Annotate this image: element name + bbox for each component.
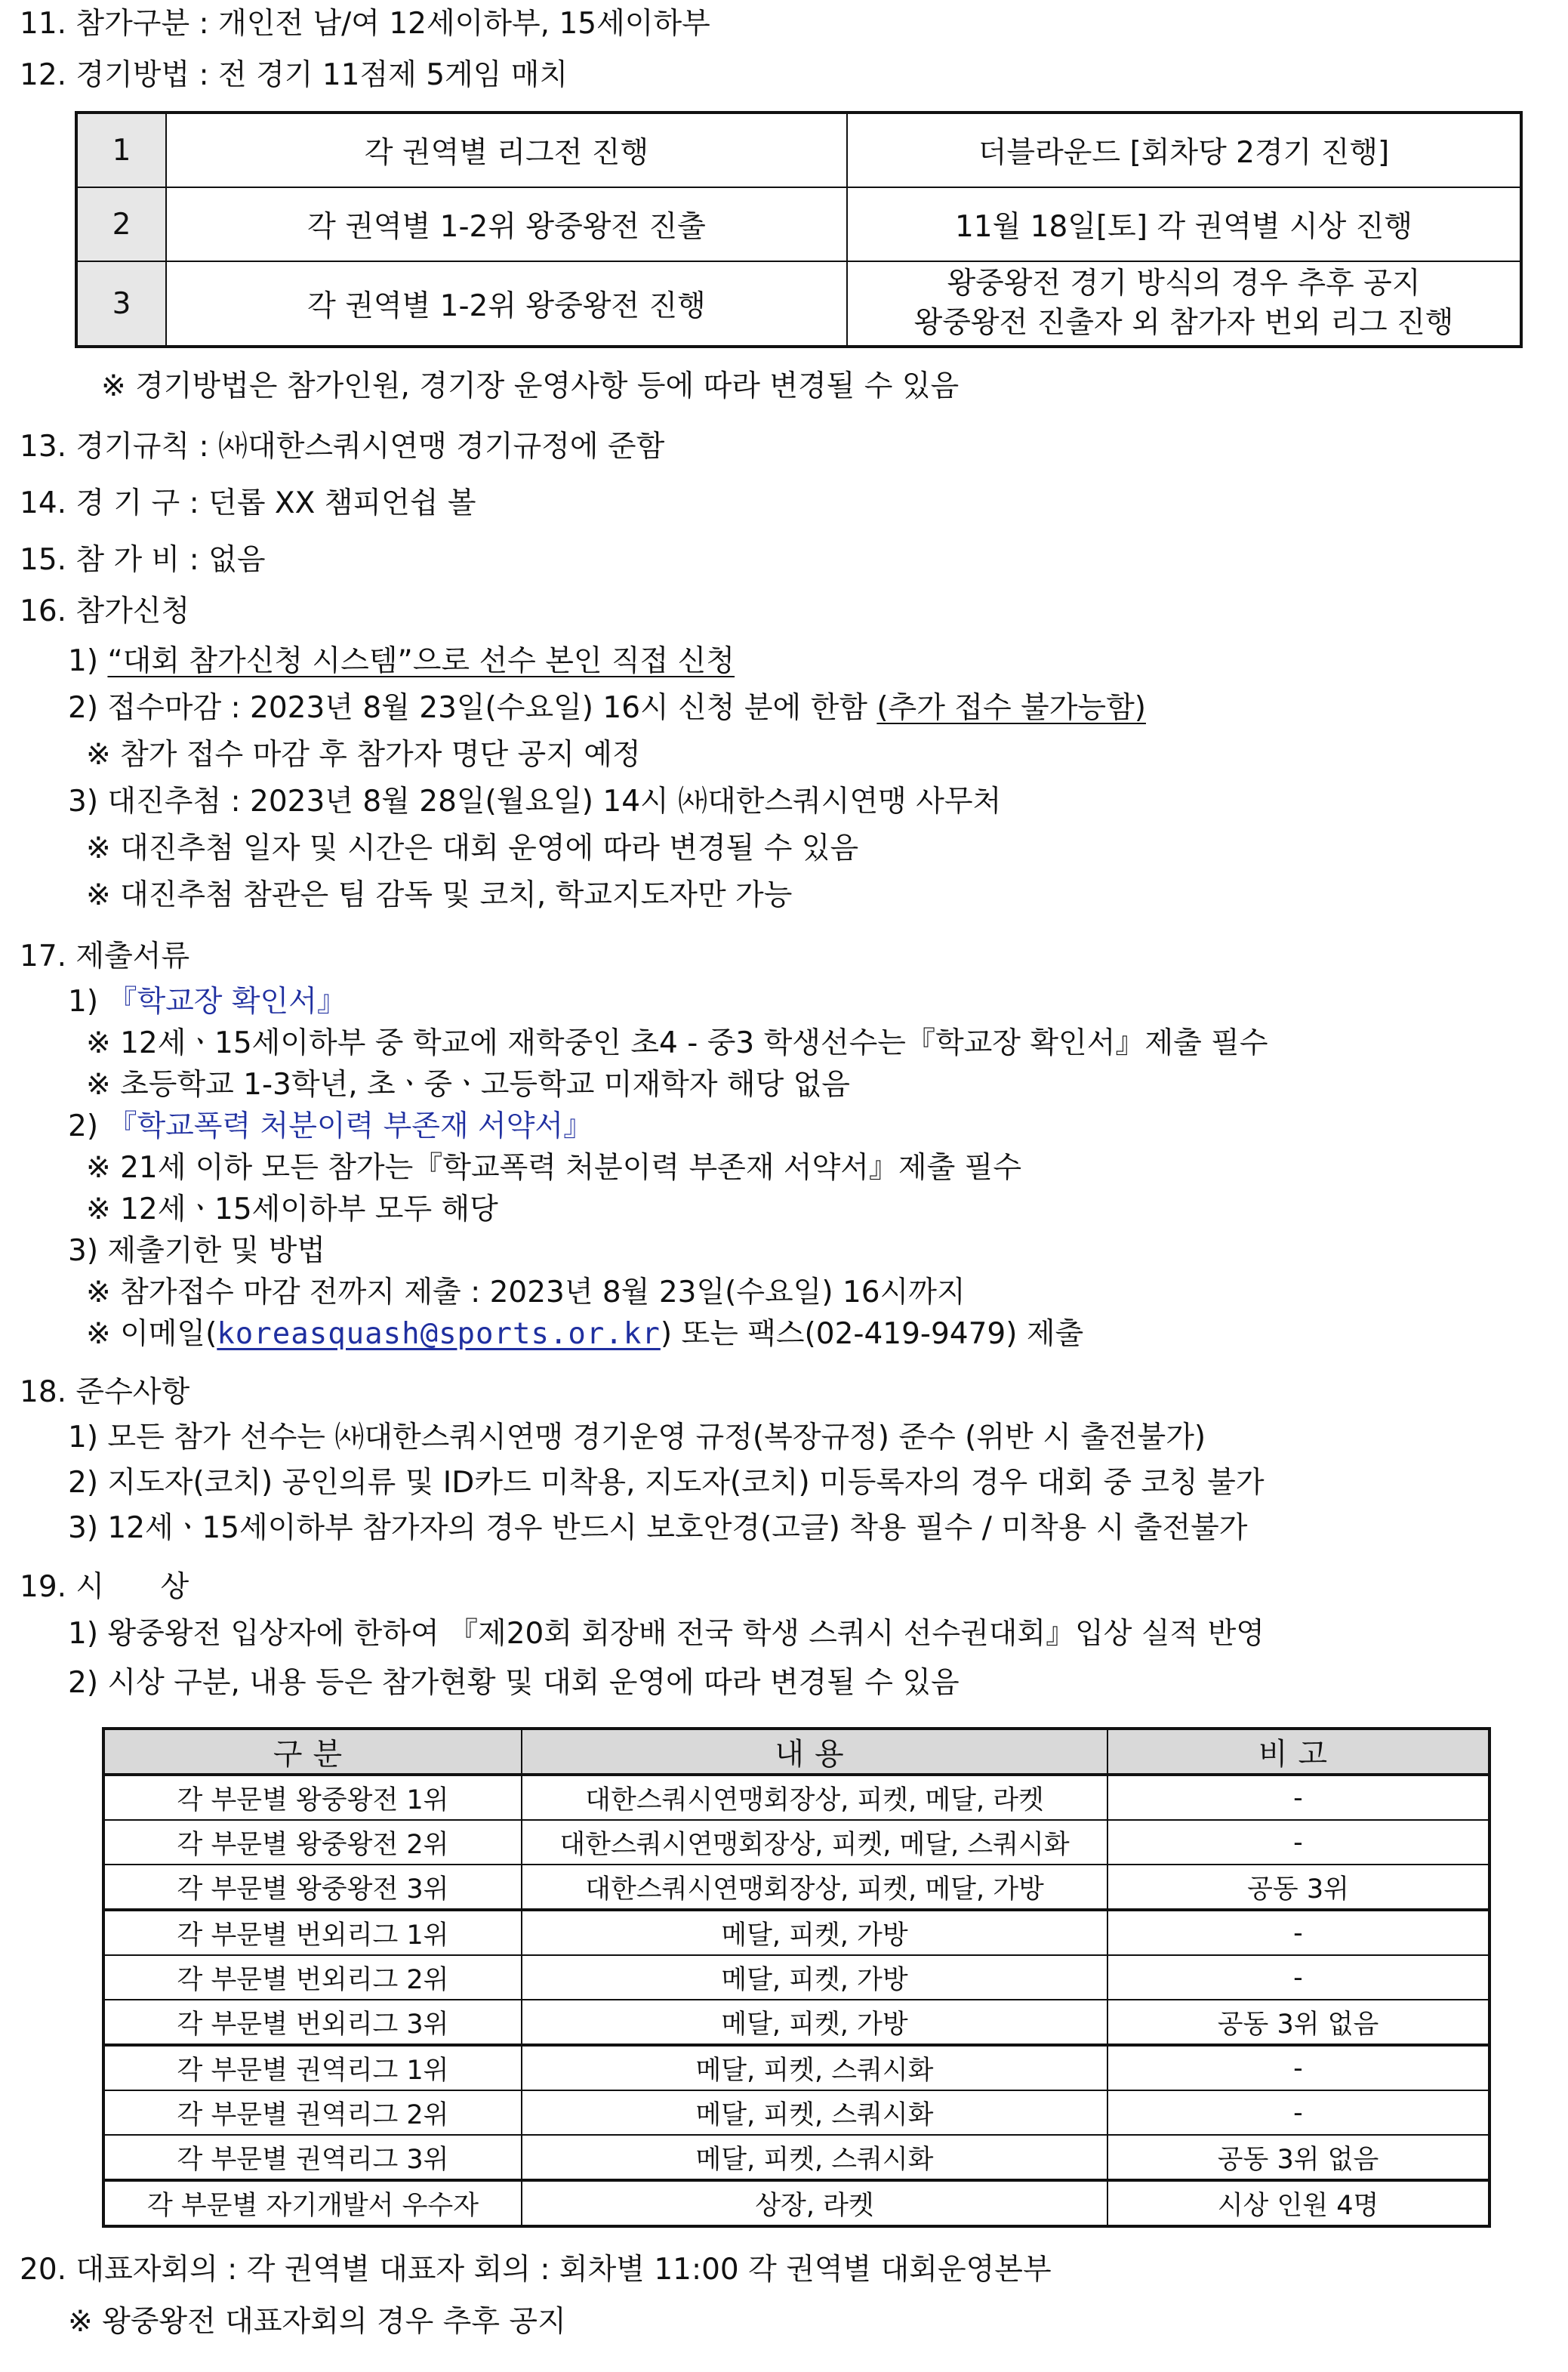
section-12: 12. 경기방법 : 전 경기 11점제 5게임 매치 <box>20 58 568 92</box>
doc-item-2-num: 2) <box>68 1109 108 1143</box>
table-row <box>103 1865 1489 1910</box>
doc-item-2-note-1: ※ 21세 이하 모든 참가는『학교폭력 처분이력 부존재 서약서』제출 필수 <box>86 1151 1022 1185</box>
doc-item-1-note-1: ※ 12세ㆍ15세이하부 중 학교에 재학중인 초4 - 중3 학생선수는『학교장 확인서』제출 필수 <box>86 1026 1268 1060</box>
award-rank: 각 부문별 권역리그 3위 <box>103 2135 522 2180</box>
award-rank: 각 부문별 번외리그 3위 <box>103 2000 522 2045</box>
award-rank: 각 부문별 자기개발서 우수자 <box>103 2180 522 2226</box>
award-rank: 각 부문별 왕중왕전 1위 <box>103 1775 522 1820</box>
table-row <box>76 187 1521 261</box>
award-content: 대한스쿼시연맹회장상, 피켓, 메달, 라켓 <box>522 1775 1107 1820</box>
col-header: 내용 <box>522 1729 1107 1775</box>
col-header: 구분 <box>103 1729 522 1775</box>
doc-item-1-title: 『학교장 확인서』 <box>107 985 347 1019</box>
award-table <box>102 1727 1491 2228</box>
section-11: 11. 참가구분 : 개인전 남/여 12세이하부, 15세이하부 <box>20 7 710 41</box>
award-content: 대한스쿼시연맹회장상, 피켓, 메달, 스쿼시화 <box>522 1820 1107 1865</box>
award-note: 시상 인원 4명 <box>1107 2180 1489 2226</box>
award-rank: 각 부문별 권역리그 2위 <box>103 2090 522 2135</box>
table-row <box>103 1820 1489 1865</box>
section-16: 16. 참가신청 <box>20 594 190 628</box>
email-suffix: ) 또는 팩스(02-419-9479) 제출 <box>660 1317 1084 1351</box>
award-rank: 각 부문별 왕중왕전 2위 <box>103 1820 522 1865</box>
stage-note-line: 왕중왕전 진출자 외 참가자 번외 리그 진행 <box>913 306 1454 340</box>
doc-item-3-note-2 <box>86 1316 1083 1353</box>
table-row <box>103 2045 1489 2090</box>
apply-item-1-text: “대회 참가신청 시스템”으로 선수 본인 직접 신청 <box>107 644 735 678</box>
award-note: - <box>1107 2045 1489 2090</box>
award-rank: 각 부문별 번외리그 1위 <box>103 1910 522 1955</box>
award-item-2: 2) 시상 구분, 내용 등은 참가현황 및 대회 운영에 따라 변경될 수 있음 <box>68 1666 960 1700</box>
doc-item-2-note-2: ※ 12세ㆍ15세이하부 모두 해당 <box>86 1192 498 1226</box>
award-content: 대한스쿼시연맹회장상, 피켓, 메달, 가방 <box>522 1865 1107 1910</box>
section-13: 13. 경기규칙 : ㈔대한스쿼시연맹 경기규정에 준함 <box>20 430 665 464</box>
apply-item-3-note-1: ※ 대진추첨 일자 및 시간은 대회 운영에 따라 변경될 수 있음 <box>86 831 859 865</box>
rule-item-3: 3) 12세ㆍ15세이하부 참가자의 경우 반드시 보호안경(고글) 착용 필수 / 미착용 시 출전불가 <box>68 1511 1248 1545</box>
section-18: 18. 준수사항 <box>20 1375 190 1409</box>
award-note: 공동 3위 없음 <box>1107 2135 1489 2180</box>
award-note: - <box>1107 1820 1489 1865</box>
section-17: 17. 제출서류 <box>20 939 190 973</box>
award-rank: 각 부문별 권역리그 1위 <box>103 2045 522 2090</box>
apply-item-2-underlined: (추가 접수 불가능함) <box>876 691 1146 725</box>
award-note: - <box>1107 2090 1489 2135</box>
award-note: - <box>1107 1955 1489 2000</box>
apply-item-2-note: ※ 참가 접수 마감 후 참가자 명단 공지 예정 <box>86 738 641 772</box>
section-15: 15. 참 가 비 : 없음 <box>20 543 266 577</box>
row-number: 1 <box>76 113 166 187</box>
rule-item-1: 1) 모든 참가 선수는 ㈔대한스쿼시연맹 경기운영 규정(복장규정) 준수 (위반 시 출전불가) <box>68 1420 1206 1454</box>
award-content: 메달, 피켓, 가방 <box>522 1955 1107 2000</box>
email-link[interactable]: koreasquash@sports.or.kr <box>217 1317 661 1351</box>
table-header-row <box>103 1729 1489 1775</box>
rule-item-2: 2) 지도자(코치) 공인의류 및 ID카드 미착용, 지도자(코치) 미등록자의 경우 대회 중 코칭 불가 <box>68 1466 1265 1500</box>
table-row <box>103 1775 1489 1820</box>
section-20-note: ※ 왕중왕전 대표자회의 경우 추후 공지 <box>68 2305 566 2339</box>
doc-item-2-title: 『학교폭력 처분이력 부존재 서약서』 <box>107 1109 593 1143</box>
stage-note: 더블라운드 [회차당 2경기 진행] <box>847 113 1521 187</box>
stage-desc: 각 권역별 1-2위 왕중왕전 진출 <box>166 187 847 261</box>
award-note: - <box>1107 1910 1489 1955</box>
table-row <box>103 1910 1489 1955</box>
stage-desc: 각 권역별 1-2위 왕중왕전 진행 <box>166 261 847 347</box>
table-row <box>76 261 1521 347</box>
row-number: 3 <box>76 261 166 347</box>
apply-item-1 <box>68 643 735 680</box>
award-rank: 각 부문별 번외리그 2위 <box>103 1955 522 2000</box>
doc-item-3-note-1: ※ 참가접수 마감 전까지 제출 : 2023년 8월 23일(수요일) 16시까지 <box>86 1275 966 1309</box>
stage-note: 11월 18일[토] 각 권역별 시상 진행 <box>847 187 1521 261</box>
award-item-1: 1) 왕중왕전 입상자에 한하여 『제20회 회장배 전국 학생 스쿼시 선수권대회』입상 실적 반영 <box>68 1617 1265 1651</box>
table-row <box>103 1955 1489 2000</box>
award-rank: 각 부문별 왕중왕전 3위 <box>103 1865 522 1910</box>
doc-item-2 <box>68 1109 593 1145</box>
award-content: 메달, 피켓, 스쿼시화 <box>522 2090 1107 2135</box>
table-row <box>76 113 1521 187</box>
award-content: 메달, 피켓, 스쿼시화 <box>522 2045 1107 2090</box>
col-header: 비고 <box>1107 1729 1489 1775</box>
stage-desc: 각 권역별 리그전 진행 <box>166 113 847 187</box>
table-row <box>103 2135 1489 2180</box>
doc-item-1 <box>68 984 347 1020</box>
row-number: 2 <box>76 187 166 261</box>
award-content: 메달, 피켓, 가방 <box>522 1910 1107 1955</box>
award-note: 공동 3위 없음 <box>1107 2000 1489 2045</box>
apply-item-2-text: 2) 접수마감 : 2023년 8월 23일(수요일) 16시 신청 분에 한함 <box>68 691 877 725</box>
apply-item-3: 3) 대진추첨 : 2023년 8월 28일(월요일) 14시 ㈔대한스쿼시연맹 사무처 <box>68 785 1002 819</box>
apply-item-1-num: 1) <box>68 644 108 678</box>
doc-item-1-num: 1) <box>68 985 108 1019</box>
section-19: 19. 시 상 <box>20 1570 189 1604</box>
stage-note-line: 왕중왕전 경기 방식의 경우 추후 공지 <box>947 267 1421 301</box>
doc-item-3: 3) 제출기한 및 방법 <box>68 1234 325 1268</box>
table-row <box>103 2090 1489 2135</box>
award-note: - <box>1107 1775 1489 1820</box>
method-table <box>75 111 1523 348</box>
apply-item-3-note-2: ※ 대진추첨 참관은 팀 감독 및 코치, 학교지도자만 가능 <box>86 878 793 912</box>
award-content: 메달, 피켓, 스쿼시화 <box>522 2135 1107 2180</box>
stage-note <box>847 261 1521 347</box>
apply-item-2 <box>68 690 1146 726</box>
email-prefix: ※ 이메일( <box>86 1317 217 1351</box>
section-14: 14. 경 기 구 : 던롭 XX 챔피언쉽 볼 <box>20 486 476 520</box>
method-note: ※ 경기방법은 참가인원, 경기장 운영사항 등에 따라 변경될 수 있음 <box>101 369 960 403</box>
award-note: 공동 3위 <box>1107 1865 1489 1910</box>
section-20: 20. 대표자회의 : 각 권역별 대표자 회의 : 회차별 11:00 각 권역별 대회운영본부 <box>20 2253 1052 2287</box>
award-content: 상장, 라켓 <box>522 2180 1107 2226</box>
table-row <box>103 2000 1489 2045</box>
award-content: 메달, 피켓, 가방 <box>522 2000 1107 2045</box>
table-row <box>103 2180 1489 2226</box>
doc-item-1-note-2: ※ 초등학교 1-3학년, 초ㆍ중ㆍ고등학교 미재학자 해당 없음 <box>86 1068 850 1102</box>
